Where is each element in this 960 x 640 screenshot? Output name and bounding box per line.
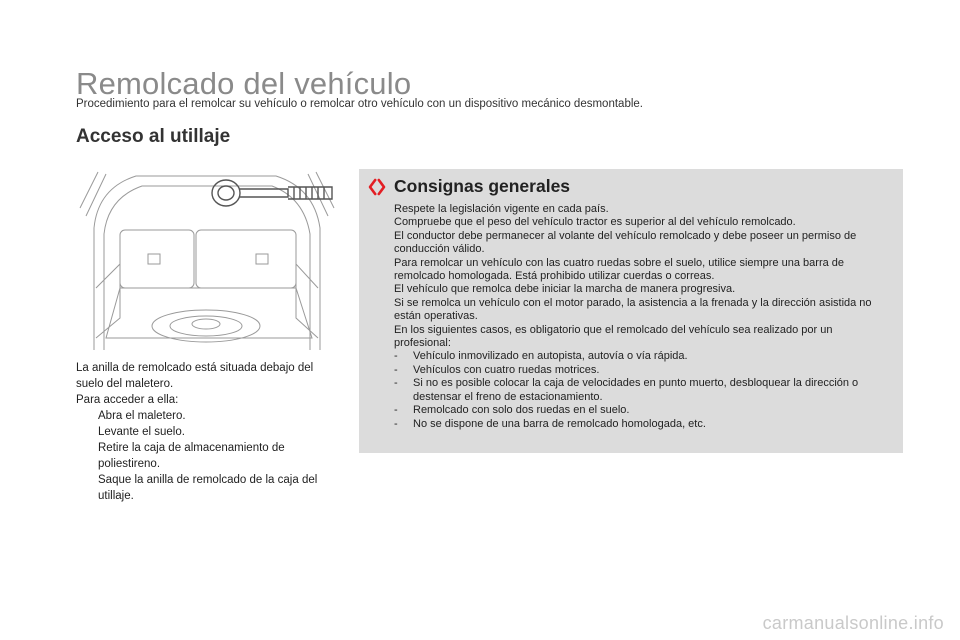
general-instructions-box	[359, 169, 903, 453]
general-content	[394, 203, 885, 431]
step-text: Retire la caja de almacenamiento de poliestireno.	[98, 442, 285, 470]
case-text: Vehículo inmovilizado en autopista, autovía o vía rápida.	[413, 350, 688, 363]
step-text: Abra el maletero.	[98, 410, 186, 422]
general-paragraph: Compruebe que el peso del vehículo tractor es superior al del vehículo remolcado.	[394, 216, 796, 229]
dash-bullet: -	[394, 363, 398, 376]
access-intro-2: Para acceder a ella:	[76, 394, 179, 406]
step-text: Levante el suelo.	[98, 426, 185, 438]
dash-bullet: -	[394, 377, 398, 390]
case-text: Si no es posible colocar la caja de velocidades en punto muerto, desbloquear la dirección o destensar el freno de estacionamiento.	[413, 377, 859, 403]
general-paragraph: Si se remolca un vehículo con el motor parado, la asistencia a la frenada y la dirección asistida no están operativas.	[394, 296, 872, 323]
dash-bullet: -	[394, 350, 398, 363]
access-steps	[76, 408, 338, 504]
list-item	[76, 408, 338, 424]
page-subtitle: Procedimiento para el remolcar su vehículo o remolcar otro vehículo con un dispositivo mecánico desmontable.	[76, 98, 643, 110]
list-item	[394, 404, 885, 417]
case-text: Vehículos con cuatro ruedas motrices.	[413, 363, 600, 376]
list-item	[394, 350, 885, 363]
case-text: No se dispone de una barra de remolcado homologada, etc.	[413, 417, 706, 430]
general-paragraph: En los siguientes casos, es obligatorio que el remolcado del vehículo sea realizado por un profesional:	[394, 323, 833, 350]
list-item	[394, 364, 885, 377]
access-intro-1: La anilla de remolcado está situada debajo del suelo del maletero.	[76, 362, 314, 390]
warning-icon	[368, 178, 386, 196]
step-text: Saque la anilla de remolcado de la caja del utillaje.	[98, 474, 318, 502]
list-item	[76, 472, 338, 504]
trunk-illustration	[76, 168, 338, 350]
case-text: Remolcado con solo dos ruedas en el suelo.	[413, 404, 630, 417]
list-item	[76, 440, 338, 472]
list-item	[76, 424, 338, 440]
dash-bullet: -	[394, 404, 398, 417]
watermark: carmanualsonline.info	[762, 613, 944, 633]
general-paragraph: Respete la legislación vigente en cada país.	[394, 203, 609, 215]
page-title: Remolcado del vehículo	[76, 66, 412, 101]
general-paragraph: El vehículo que remolca debe iniciar la marcha de manera progresiva.	[394, 283, 736, 296]
general-paragraph: Para remolcar un vehículo con las cuatro ruedas sobre el suelo, utilice siempre una barra de remolcado homologada. Está prohibido utilizar cuerdas o correas.	[394, 256, 845, 283]
list-item	[394, 418, 885, 431]
general-heading: Consignas generales	[394, 176, 571, 196]
list-item	[394, 377, 885, 404]
access-heading: Acceso al utillaje	[76, 126, 231, 147]
general-paragraph: El conductor debe permanecer al volante del vehículo remolcado y debe poseer un permiso de conducción válido.	[394, 229, 857, 256]
access-instructions	[76, 360, 338, 504]
professional-cases-list	[394, 350, 885, 430]
dash-bullet: -	[394, 417, 398, 430]
